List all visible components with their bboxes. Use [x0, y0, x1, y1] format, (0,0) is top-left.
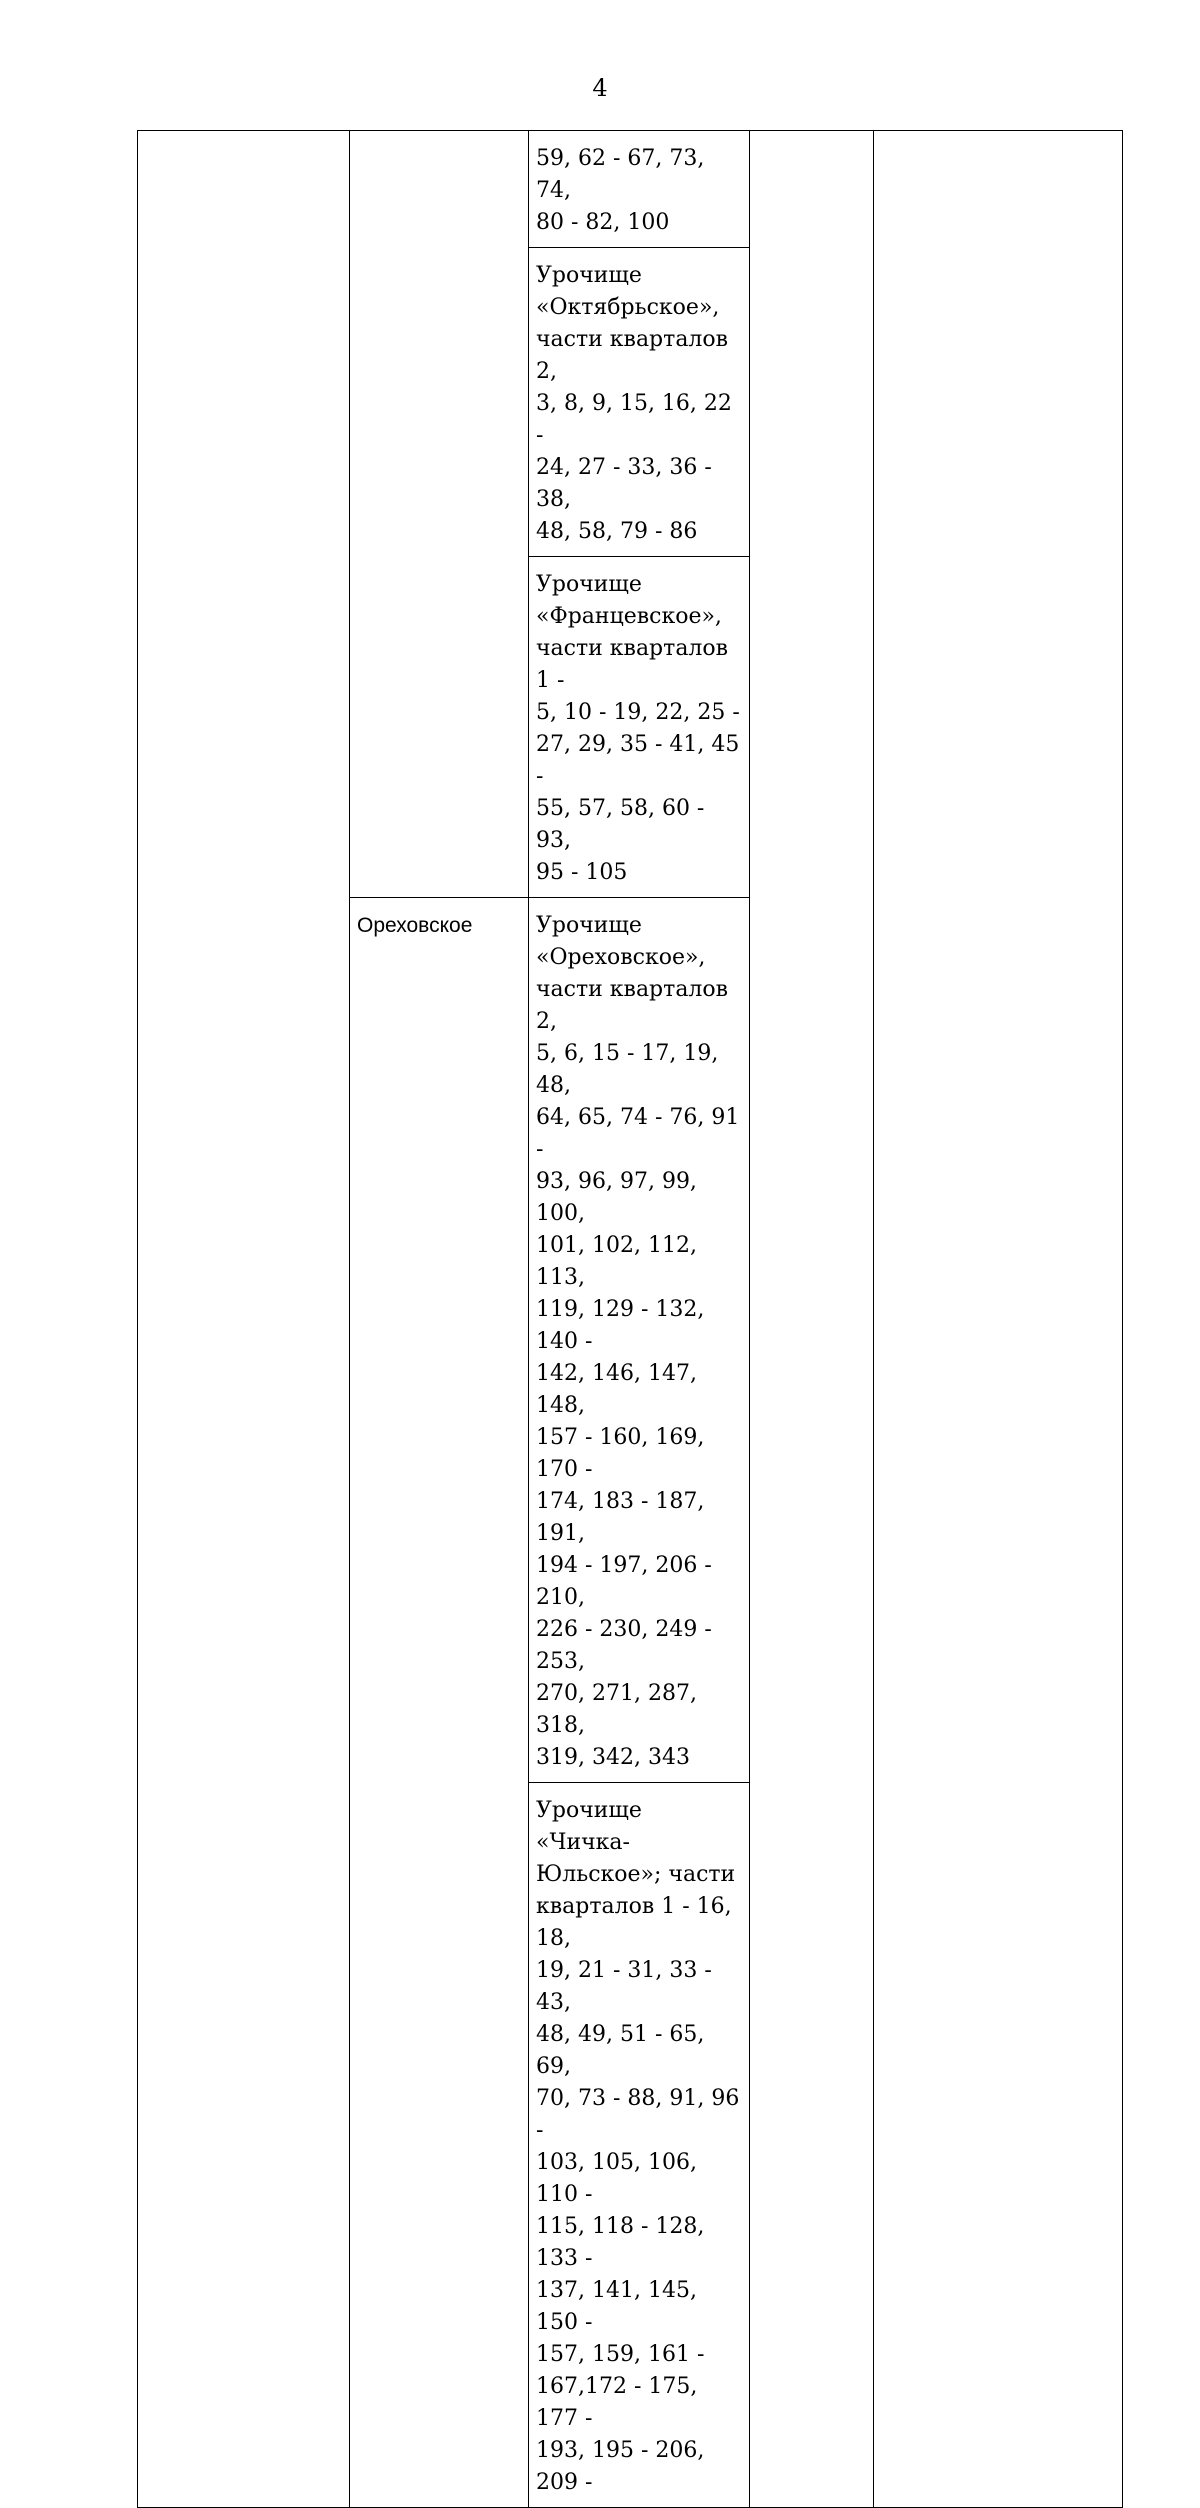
table-cell-col1 [138, 131, 350, 2508]
table-cell-entry [529, 557, 750, 898]
table-row [138, 131, 1123, 248]
district-name: Ореховское [357, 914, 473, 937]
table-cell-entry [529, 1783, 750, 2508]
quarter-entry-text: Урочище «Францевское», части кварталов 1 - 5, 10 - 19, 22, 25 - 27, 29, 35 - 41, 45 - 55, 57, 58, 60 - 93, 95 - 105 [536, 572, 740, 885]
table-cell-col5 [874, 131, 1123, 2508]
table-cell-district [350, 131, 529, 898]
page-number: 4 [592, 74, 608, 102]
table-cell-district [350, 898, 529, 2508]
quarter-entry-text: 59, 62 - 67, 73, 74, 80 - 82, 100 [536, 146, 705, 235]
quarter-entry-text: Урочище «Чичка- Юльское»; части кварталов 1 - 16, 18, 19, 21 - 31, 33 - 43, 48, 49, 51 - 65, 69, 70, 73 - 88, 91, 96 - 103, 105, 106, 110 - 115, 118 - 128, 133 - 137, 141, 145, 150 - 157, 159, 161 - 167,172 - 175, 177 - 193, 195 - 206, 209 - [536, 1798, 740, 2495]
quarter-entry-text: Урочище «Октябрьское», части кварталов 2, 3, 8, 9, 15, 16, 22 - 24, 27 - 33, 36 - 38, 48, 58, 79 - 86 [536, 263, 732, 544]
table-cell-entry [529, 131, 750, 248]
quarter-entry-text: Урочище «Ореховское», части кварталов 2, 5, 6, 15 - 17, 19, 48, 64, 65, 74 - 76, 91 - 93, 96, 97, 99, 100, 101, 102, 112, 113, 119, 129 - 132, 140 - 142, 146, 147, 148, 157 - 160, 169, 170 - 174, 183 - 187, 191, 194 - 197, 206 - 210, 226 - 230, 249 - 253, 270, 271, 287, 318, 319, 342, 343 [536, 913, 740, 1770]
table-cell-entry [529, 248, 750, 557]
table-cell-col4 [750, 131, 874, 2508]
forest-quarters-table [137, 130, 1123, 2508]
table-cell-entry [529, 898, 750, 1783]
